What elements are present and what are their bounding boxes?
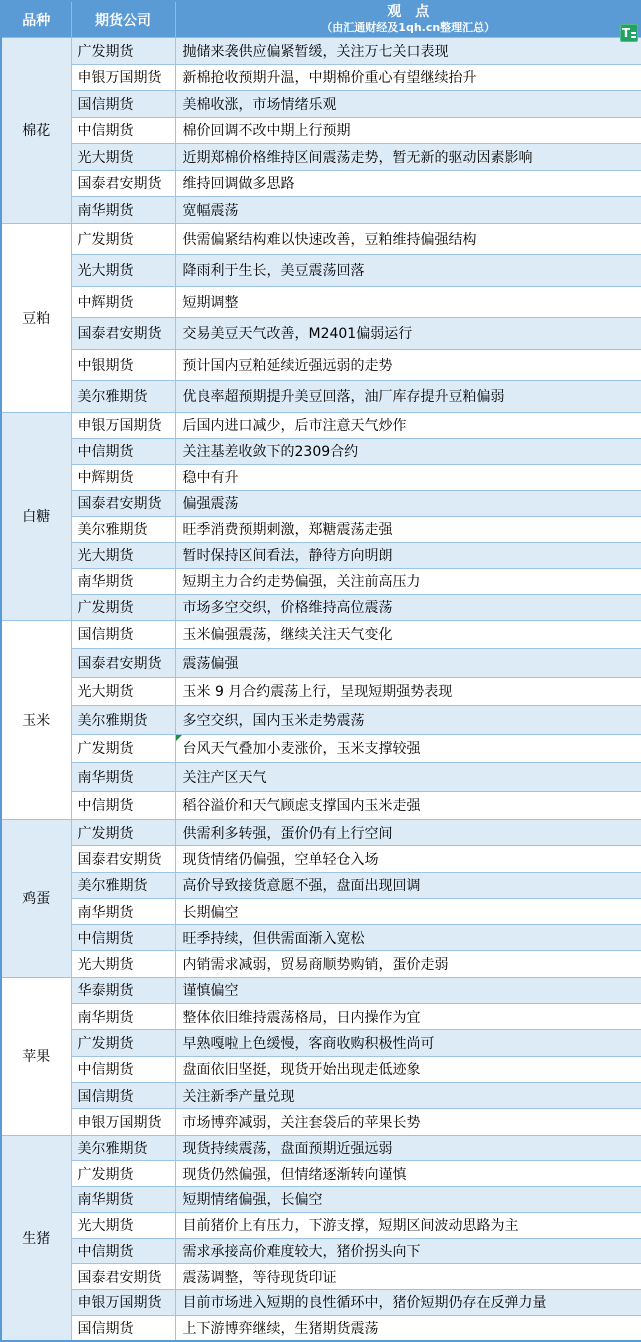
variety-cell-apple: 苹果: [1, 977, 71, 1135]
table-row: [1, 318, 641, 350]
company-cell: 美尔雅期货: [71, 516, 175, 542]
viewpoint-cell: 目前猪价上有压力，下游支撑，短期区间波动思路为主: [175, 1212, 641, 1238]
variety-cell-corn: 玉米: [1, 620, 71, 820]
company-cell: 光大期货: [71, 1212, 175, 1238]
viewpoint-cell: 玉米 9 月合约震荡上行，呈现短期强势表现: [175, 677, 641, 706]
viewpoint-cell: 维持回调做多思路: [175, 170, 641, 197]
viewpoint-cell: 高价导致接货意愿不强，盘面出现回调: [175, 872, 641, 898]
company-cell: 美尔雅期货: [71, 1135, 175, 1161]
company-cell: 广发期货: [71, 223, 175, 255]
header-company: 期货公司: [71, 1, 175, 38]
table-row: [1, 568, 641, 594]
table-row: [1, 1315, 641, 1341]
company-cell: 中辉期货: [71, 286, 175, 318]
company-cell: 南华期货: [71, 1004, 175, 1030]
company-cell: 南华期货: [71, 763, 175, 792]
header-row: [1, 1, 641, 38]
variety-cell-sugar: 白糖: [1, 412, 71, 620]
company-cell: 光大期货: [71, 951, 175, 977]
company-cell: 中辉期货: [71, 464, 175, 490]
viewpoint-cell: 现货持续震荡，盘面预期近强远弱: [175, 1135, 641, 1161]
table-row: [1, 91, 641, 118]
table-row: [1, 1135, 641, 1161]
viewpoint-cell: 近期郑棉价格维持区间震荡走势，暂无新的驱动因素影响: [175, 144, 641, 171]
company-cell: 华泰期货: [71, 977, 175, 1003]
company-cell: 南华期货: [71, 197, 175, 224]
table-row: [1, 381, 641, 413]
viewpoint-cell: 抛储来袭供应偏紧暂缓，关注万七关口表现: [175, 38, 641, 65]
variety-cell-pigs: 生猪: [1, 1135, 71, 1341]
company-cell: 光大期货: [71, 144, 175, 171]
company-cell: 广发期货: [71, 38, 175, 65]
table-row: [1, 649, 641, 678]
translate-extension-icon[interactable]: [620, 24, 638, 42]
viewpoint-cell: 上下游博弈继续，生猪期货震荡: [175, 1315, 641, 1341]
company-cell: 国信期货: [71, 1082, 175, 1108]
company-cell: 广发期货: [71, 820, 175, 846]
table-row: [1, 516, 641, 542]
company-cell: 美尔雅期货: [71, 381, 175, 413]
viewpoint-cell: 交易美豆天气改善，M2401偏弱运行: [175, 318, 641, 350]
table-row: [1, 846, 641, 872]
company-cell: 国泰君安期货: [71, 1264, 175, 1290]
viewpoint-cell: 后国内进口减少，后市注意天气炒作: [175, 412, 641, 438]
company-cell: 光大期货: [71, 677, 175, 706]
company-cell: 国泰君安期货: [71, 649, 175, 678]
viewpoint-cell: 市场博弈减弱，关注套袋后的苹果长势: [175, 1109, 641, 1135]
viewpoint-cell: 偏强震荡: [175, 490, 641, 516]
company-cell: 美尔雅期货: [71, 872, 175, 898]
company-cell: 国泰君安期货: [71, 490, 175, 516]
company-cell: 中信期货: [71, 1238, 175, 1264]
company-cell: 国泰君安期货: [71, 846, 175, 872]
company-cell: 国信期货: [71, 1315, 175, 1341]
viewpoint-cell: 谨慎偏空: [175, 977, 641, 1003]
company-cell: 中信期货: [71, 1056, 175, 1082]
viewpoint-cell: 现货情绪仍偏强，空单轻仓入场: [175, 846, 641, 872]
table-row: [1, 898, 641, 924]
table-row: [1, 1187, 641, 1213]
table-row: [1, 1030, 641, 1056]
viewpoint-cell: [175, 734, 641, 763]
company-cell: 国信期货: [71, 620, 175, 649]
table-row: [1, 791, 641, 820]
company-cell: 广发期货: [71, 594, 175, 620]
variety-cell-eggs: 鸡蛋: [1, 820, 71, 978]
note-marker-icon: [176, 735, 182, 741]
table-row: [1, 1004, 641, 1030]
viewpoint-cell: 关注新季产量兑现: [175, 1082, 641, 1108]
table-row: [1, 464, 641, 490]
translate-extension-icon-lines: [631, 32, 636, 38]
viewpoint-cell: 优良率超预期提升美豆回落，油厂库存提升豆粕偏弱: [175, 381, 641, 413]
table-row: [1, 977, 641, 1003]
viewpoint-cell: 早熟嘎啦上色缓慢，客商收购积极性尚可: [175, 1030, 641, 1056]
viewpoint-cell: 长期偏空: [175, 898, 641, 924]
table-row: [1, 951, 641, 977]
company-cell: 广发期货: [71, 1030, 175, 1056]
translate-extension-icon-letter: T: [621, 26, 631, 40]
viewpoint-cell: 震荡调整，等待现货印证: [175, 1264, 641, 1290]
company-cell: 美尔雅期货: [71, 706, 175, 735]
viewpoint-cell: 棉价回调不改中期上行预期: [175, 117, 641, 144]
company-cell: 广发期货: [71, 734, 175, 763]
viewpoint-cell: 美棉收涨，市场情绪乐观: [175, 91, 641, 118]
viewpoint-text: 台风天气叠加小麦涨价，玉米支撑较强: [182, 741, 421, 758]
table-row: [1, 925, 641, 951]
company-cell: 光大期货: [71, 542, 175, 568]
table-row: [1, 542, 641, 568]
table-row: [1, 438, 641, 464]
variety-cell-soymeal: 豆粕: [1, 223, 71, 412]
company-cell: 中银期货: [71, 349, 175, 381]
company-cell: 申银万国期货: [71, 412, 175, 438]
viewpoint-cell: 预计国内豆粕延续近强远弱的走势: [175, 349, 641, 381]
company-cell: 国信期货: [71, 91, 175, 118]
table-row: [1, 763, 641, 792]
company-cell: 中信期货: [71, 791, 175, 820]
viewpoint-cell: 短期主力合约走势偏强，关注前高压力: [175, 568, 641, 594]
viewpoint-cell: 玉米偏强震荡，继续关注天气变化: [175, 620, 641, 649]
table-row: [1, 677, 641, 706]
viewpoint-cell: 多空交织，国内玉米走势震荡: [175, 706, 641, 735]
viewpoint-cell: 降雨利于生长，美豆震荡回落: [175, 255, 641, 287]
table-row: [1, 286, 641, 318]
table-row: [1, 1290, 641, 1316]
table-row: [1, 1109, 641, 1135]
viewpoint-cell: 目前市场进入短期的良性循环中，猪价短期仍存在反弹力量: [175, 1290, 641, 1316]
viewpoint-cell: 内销需求减弱，贸易商顺势购销，蛋价走弱: [175, 951, 641, 977]
header-viewpoint-subtitle: （由汇通财经及1qh.cn整理汇总）: [321, 20, 496, 34]
company-cell: 国泰君安期货: [71, 170, 175, 197]
viewpoint-cell: 需求承接高价难度较大，猪价拐头向下: [175, 1238, 641, 1264]
company-cell: 中信期货: [71, 117, 175, 144]
table-row: [1, 1082, 641, 1108]
table-row: [1, 820, 641, 846]
table-row: [1, 620, 641, 649]
company-cell: 中信期货: [71, 438, 175, 464]
table-row: [1, 255, 641, 287]
viewpoint-cell: 短期情绪偏强，长偏空: [175, 1187, 641, 1213]
viewpoint-cell: 供需偏紧结构难以快速改善，豆粕维持偏强结构: [175, 223, 641, 255]
table-row: [1, 144, 641, 171]
header-viewpoint-title: 观 点: [387, 4, 430, 21]
company-cell: 广发期货: [71, 1161, 175, 1187]
viewpoint-cell: 整体依旧维持震荡格局，日内操作为宜: [175, 1004, 641, 1030]
viewpoint-cell: 稳中有升: [175, 464, 641, 490]
table-row: [1, 734, 641, 763]
viewpoint-cell: 关注基差收敛下的2309合约: [175, 438, 641, 464]
table-row: [1, 1056, 641, 1082]
table-row: [1, 594, 641, 620]
viewpoint-cell: 旺季持续，但供需面渐入宽松: [175, 925, 641, 951]
table-row: [1, 349, 641, 381]
viewpoint-cell: 稻谷溢价和天气顾虑支撑国内玉米走强: [175, 791, 641, 820]
table-row: [1, 197, 641, 224]
table-row: [1, 706, 641, 735]
viewpoint-cell: 关注产区天气: [175, 763, 641, 792]
table-row: [1, 1161, 641, 1187]
table-row: [1, 223, 641, 255]
viewpoint-cell: 短期调整: [175, 286, 641, 318]
company-cell: 南华期货: [71, 898, 175, 924]
company-cell: 申银万国期货: [71, 1290, 175, 1316]
viewpoint-cell: 新棉抢收预期升温，中期棉价重心有望继续抬升: [175, 64, 641, 91]
viewpoint-cell: 宽幅震荡: [175, 197, 641, 224]
table-row: [1, 1264, 641, 1290]
header-viewpoint: [175, 1, 641, 38]
company-cell: 申银万国期货: [71, 1109, 175, 1135]
viewpoint-cell: 现货仍然偏强，但情绪逐渐转向谨慎: [175, 1161, 641, 1187]
header-variety: 品种: [1, 1, 71, 38]
viewpoint-cell: 市场多空交织，价格维持高位震荡: [175, 594, 641, 620]
table-row: [1, 490, 641, 516]
company-cell: 国泰君安期货: [71, 318, 175, 350]
viewpoint-cell: 暂时保持区间看法，静待方向明朗: [175, 542, 641, 568]
table-row: [1, 1238, 641, 1264]
viewpoint-cell: 震荡偏强: [175, 649, 641, 678]
table-row: [1, 872, 641, 898]
company-cell: 南华期货: [71, 1187, 175, 1213]
table-row: [1, 170, 641, 197]
viewpoint-cell: 供需利多转强，蛋价仍有上行空间: [175, 820, 641, 846]
table-row: [1, 117, 641, 144]
variety-cell-cotton: 棉花: [1, 38, 71, 224]
viewpoint-cell: 旺季消费预期刺激，郑糖震荡走强: [175, 516, 641, 542]
table-row: [1, 38, 641, 65]
table-row: [1, 412, 641, 438]
table-row: [1, 1212, 641, 1238]
table-row: [1, 64, 641, 91]
company-cell: 南华期货: [71, 568, 175, 594]
company-cell: 光大期货: [71, 255, 175, 287]
company-cell: 申银万国期货: [71, 64, 175, 91]
company-cell: 中信期货: [71, 925, 175, 951]
viewpoint-cell: 盘面依旧坚挺，现货开始出现走低迹象: [175, 1056, 641, 1082]
